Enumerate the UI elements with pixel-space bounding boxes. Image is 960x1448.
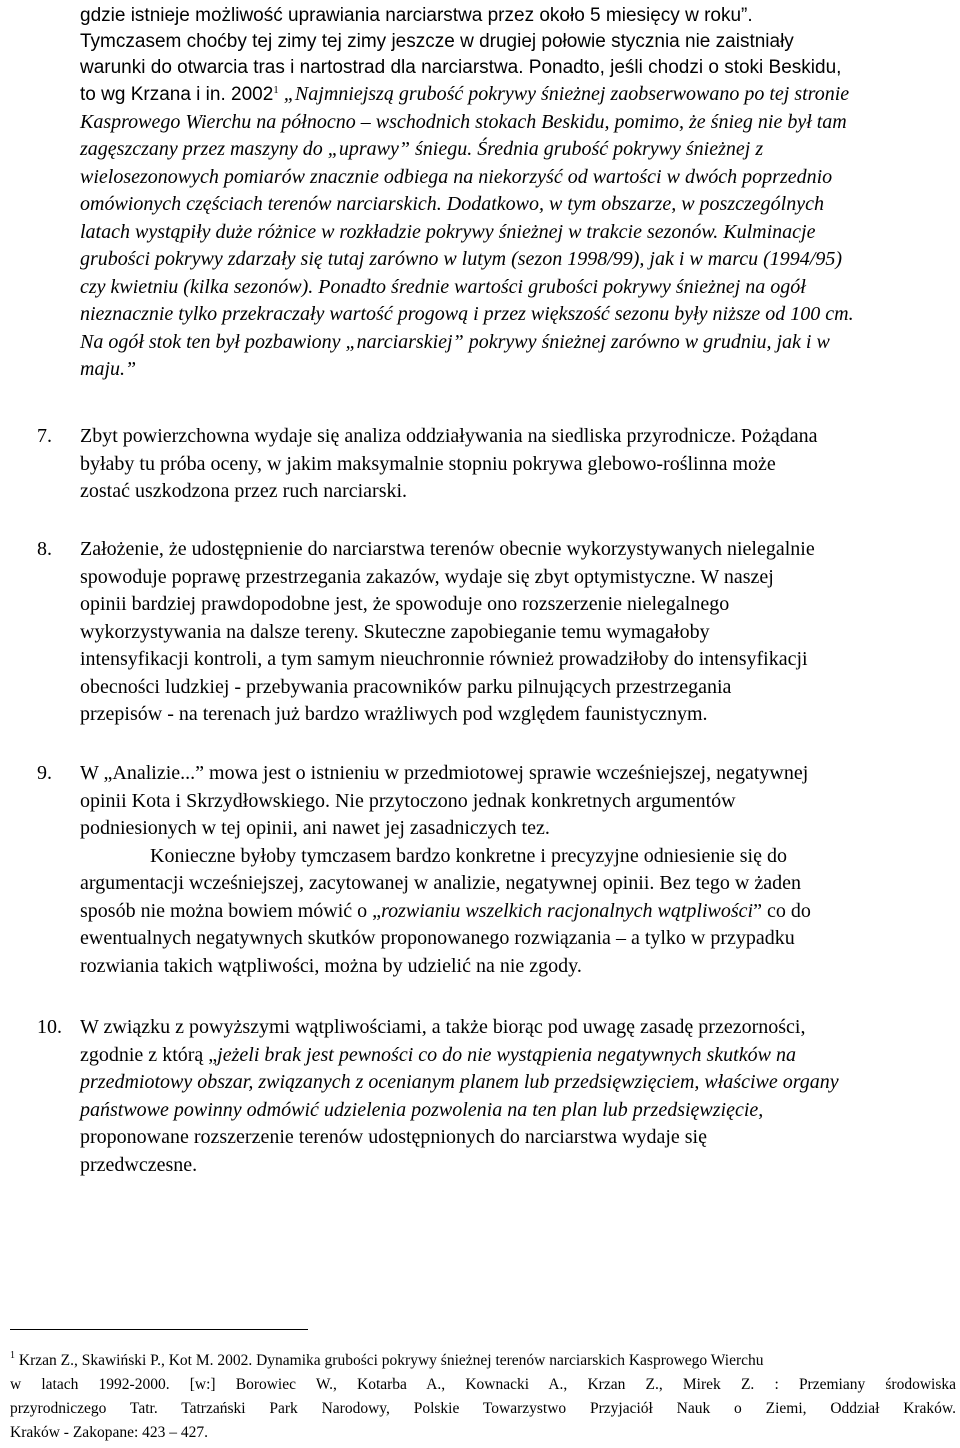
list-item-10: [80, 1014, 956, 1179]
quote-line: wielosezonowych pomiarów znacznie odbiega na niekorzyść od wartości w dwóch poprzednio: [80, 165, 833, 188]
quote-text: jeżeli brak jest pewności co do nie wystąpienia negatywnych skutków na: [217, 1043, 796, 1066]
list-number-7: 7.: [37, 425, 52, 447]
text-run: Krzan Z., Skawiński P., Kot M. 2002. Dynamika grubości pokrywy śnieżnej terenów narciarskich Kasprowego Wierchu: [15, 1352, 764, 1369]
footnote-line: w latach 1992-2000. [w:] Borowiec W., Kotarba A., Kownacki A., Krzan Z., Mirek Z. : Przemiany środowiska: [10, 1376, 956, 1393]
text-line: opinii Kota i Skrzydłowskiego. Nie przytoczono jednak konkretnych argumentów: [80, 789, 736, 812]
text-line: wykorzystywania na dalsze tereny. Skuteczne zapobieganie temu wymagałoby: [80, 620, 710, 643]
footnote-line: [10, 1349, 956, 1373]
text-line: podniesionych w tej opinii, ani nawet jej zasadniczych tez.: [80, 817, 550, 839]
quote-line: grubości pokrywy zdarzały się tutaj zarówno w lutym (sezon 1998/99), jak i w marcu (1994/95): [80, 248, 842, 270]
text-run: to wg Krzana i in. 2002: [80, 84, 274, 105]
list-item-8: [80, 536, 956, 729]
quote-line: nieznacznie tylko przekraczały wartość progową i przez większość sezonu były niższe od 100 cm.: [80, 303, 854, 325]
text-line: Założenie, że udostępnienie do narciarstwa terenów obecnie wykorzystywanych nielegalnie: [80, 538, 815, 560]
quote-line: państwowe powinny odmówić udzielenia pozwolenia na ten plan lub przedsięwzięcie,: [80, 1098, 764, 1121]
list-number-8: 8.: [37, 538, 52, 560]
text-line: argumentacji wcześniejszej, zacytowanej w analizie, negatywnej opinii. Bez tego w żaden: [80, 872, 801, 894]
text-line: intensyfikacji kontroli, a tym samym nieuchronnie również prowadziłoby do intensyfikacji: [80, 648, 808, 670]
text-line: obecności ludzkiej - przebywania pracowników parku pilnujących przestrzegania: [80, 675, 732, 698]
quote-text: rozwianiu wszelkich racjonalnych wątpliwości: [381, 899, 754, 922]
list-item-7: [80, 423, 956, 506]
footnote-line: przyrodniczego Tatr. Tatrzański Park Narodowy, Polskie Towarzystwo Przyjaciół Nauk o Ziemi, Oddział Kraków.: [10, 1400, 956, 1417]
text-line: ewentualnych negatywnych skutków proponowanego rozwiązania – a tylko w przypadku: [80, 927, 795, 949]
text-line: [80, 898, 956, 926]
quote-line: maju.”: [80, 358, 137, 380]
text-line: W „Analizie...” mowa jest o istnieniu w przedmiotowej sprawie wcześniejszej, negatywnej: [80, 762, 809, 784]
quote-paragraph: [80, 3, 956, 384]
quote-line: latach wystąpiły duże różnice w rozkładzie pokrywy śnieżnej w trakcie sezonów. Kulminacje: [80, 220, 816, 243]
list-number-10: 10.: [37, 1016, 62, 1038]
list-number-9: 9.: [37, 762, 52, 784]
text-run: ” co do: [753, 899, 811, 922]
text-run: zgodnie z którą „: [80, 1043, 218, 1066]
list-item-9: [80, 760, 956, 980]
text-line: Konieczne byłoby tymczasem bardzo konkretne i precyzyjne odniesienie się do: [150, 844, 787, 867]
footnote-ref: 1: [273, 83, 279, 96]
text-run: sposób nie można bowiem mówić o „: [80, 899, 382, 922]
footnote-separator: [10, 1329, 308, 1330]
quote-text: „Najmniejszą grubość pokrywy śnieżnej zaobserwowano po tej stronie: [278, 83, 850, 105]
quote-line: Na ogół stok ten był pozbawiony „narciarskiej” pokrywy śnieżnej zarówno w grudniu, jak i w: [80, 330, 830, 353]
text-line: [80, 81, 956, 109]
text-line: W związku z powyższymi wątpliwościami, a także biorąc pod uwagę zasadę przezorności,: [80, 1016, 806, 1038]
footnote: [10, 1349, 956, 1445]
text-line: Tymczasem choćby tej zimy tej zimy jeszcze w drugiej połowie stycznia nie zaistniały: [80, 31, 794, 52]
text-line: zostać uszkodzona przez ruch narciarski.: [80, 480, 408, 502]
quote-line: przedmiotowy obszar, związanych z ocenianym planem lub przedsięwzięciem, właściwe organy: [80, 1071, 839, 1093]
text-line: opinii bardziej prawdopodobne jest, że spowoduje ono rozszerzenie nielegalnego: [80, 593, 730, 615]
text-line: byłaby tu próba oceny, w jakim maksymalnie stopniu pokrywa glebowo-roślinna może: [80, 452, 776, 475]
quote-line: zagęszczany przez maszyny do „uprawy” śniegu. Średnia grubość pokrywy śnieżnej z: [80, 138, 764, 160]
quote-line: czy kwietniu (kilka sezonów). Ponadto średnie wartości grubości pokrywy śnieżnej na ogół: [80, 275, 806, 298]
quote-line: omówionych częściach terenów narciarskich. Dodatkowo, w tym obszarze, w poszczególnych: [80, 193, 824, 215]
text-line: warunki do otwarcia tras i nartostrad dla narciarstwa. Ponadto, jeśli chodzi o stoki Beskidu,: [80, 57, 842, 78]
text-line: [80, 1042, 956, 1070]
footnote-line: Kraków - Zakopane: 423 – 427.: [10, 1424, 209, 1441]
footnote-marker: 1: [10, 1349, 15, 1361]
text-line: Zbyt powierzchowna wydaje się analiza oddziaływania na siedliska przyrodnicze. Pożądana: [80, 425, 818, 447]
text-line: proponowane rozszerzenie terenów udostępnionych do narciarstwa wydaje się: [80, 1126, 707, 1148]
text-line: spowoduje poprawę przestrzegania zakazów, wydaje się zbyt optymistyczne. W naszej: [80, 565, 774, 588]
text-line: rozwiania takich wątpliwości, można by udzielić na nie zgody.: [80, 954, 582, 977]
text-line: gdzie istnieje możliwość uprawiania narciarstwa przez około 5 miesięcy w roku”.: [80, 5, 753, 26]
text-line: przepisów - na terenach już bardzo wrażliwych pod względem faunistycznym.: [80, 703, 708, 725]
text-line: przedwczesne.: [80, 1153, 198, 1176]
quote-line: Kasprowego Wierchu na północno – wschodnich stokach Beskidu, pomimo, że śnieg nie był tam: [80, 110, 847, 133]
